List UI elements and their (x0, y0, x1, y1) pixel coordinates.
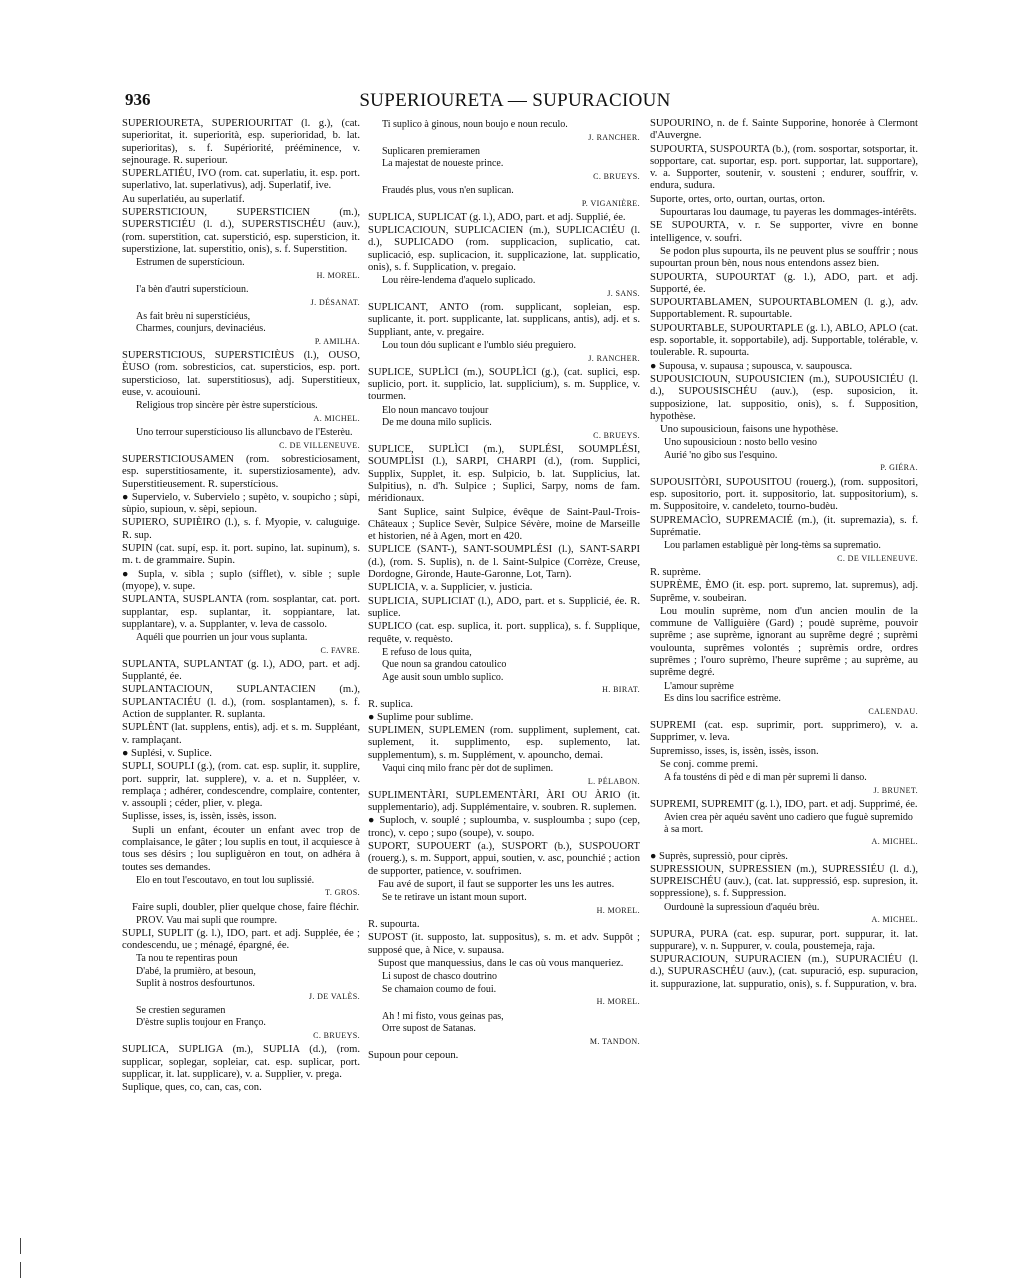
dictionary-entry: SUPLICA, SUPLICAT (g. l.), ADO, part. et adj. Supplié, ée. (368, 211, 626, 223)
quotation-line: Fraudés plus, vous n'en suplican. (382, 185, 514, 197)
dictionary-entry: SUPLICE (SANT-), SANT-SOUMPLÉSI (l.), SANT-SARPI (d.), (rom. S. Suplis), n. de l. Saint-Sulpice (Corrèze, Creuse, Dordogne, Gironde, Haute-Garonne, Lot, Tarn). (368, 544, 640, 581)
quotation-line: La majestat de noueste prince. (382, 158, 504, 170)
quotation-author: J. SANS. (607, 288, 640, 298)
dictionary-entry: ● Suplime pour sublime. (368, 711, 474, 723)
dictionary-entry: SUPREMACÌO, SUPREMACIÉ (m.), (it. supremazia), s. f. Suprématie. (650, 514, 918, 538)
quotation-line: Es dins lou sacrifice estrème. (664, 693, 781, 705)
quotation-line: Ah ! mi fisto, vous geinas pas, (382, 1010, 504, 1022)
quotation-line: Se chamaion coumo de foui. (382, 983, 497, 995)
quotation-author: H. BIRAT. (602, 685, 640, 695)
quotation-line: Charmes, counjurs, devinaciéus. (136, 323, 266, 335)
quotation-line: As fait brèu ni superstíciéus, (136, 310, 251, 322)
quotation-author: J. DÉSANAT. (310, 297, 360, 307)
dictionary-entry: SUPLICACIOUN, SUPLICACIEN (m.), SUPLICACIÉU (l. d.), SUPLICADO (rom. supplicacion, suplicatio, cat. suplicació, esp. suplicacion, it. supplicazione, lat. supplicatio, onis), s. f. Supplication, v. pregaio. (368, 225, 640, 274)
dictionary-entry: SUPLI, SOUPLI (g.), (rom. cat. esp. suplir, it. supplire, port. supprir, lat. supplere), v. a. et n. Suppléer, v. remplaça ; adhérer, condescendre, complaire, contenter, v. assoupli ; céder, plier, v. plega. (122, 761, 360, 810)
dictionary-entry: SUPOURTABLE, SUPOURTAPLE (g. l.), ABLO, APLO (cat. esp. soportable, it. sopportabile), adj. Supportable, tolérable, v. toulerable. R. supourta. (650, 322, 918, 359)
quotation-author: CALENDAU. (868, 706, 918, 716)
quotation-author: H. MOREL. (596, 997, 640, 1007)
quotation-line: Ourdounè la supressioun d'aquéu brèu. (664, 901, 820, 913)
column-left (122, 118, 360, 1095)
dictionary-entry: SUPERIOURETA, SUPERIOURITAT (l. g.), (cat. superioritat, it. superiorità, esp. superioridad, b. lat. superioritas), s. f. Supériorité, prééminence, v. sejnourage. R. superiour. (122, 118, 360, 166)
quotation-author: J. BRUNET. (873, 785, 918, 795)
quotation-line: Lou parlamen establiguè pèr long-tèms sa suprematìo. (664, 540, 881, 552)
quotation-line: Orre supost de Satanas. (382, 1023, 476, 1035)
dictionary-entry: SUPOUSITÒRI, SUPOUSITOU (rouerg.), (rom. suppositori, esp. supositorio, port. it. suppositorio, lat. suppositorium), s. m. Suppositoire, v. candeleto, tourno-budèu. (650, 476, 918, 513)
quotation-line: Vaqui cinq milo franc pèr dot de suplimen. (382, 763, 554, 775)
quotation-line: Suplicaren premieramen (382, 145, 481, 157)
usage-example: Fau avé de suport, il faut se supporter les uns les autres. (378, 878, 615, 890)
dictionary-entry: SUPLI, SUPLIT (g. l.), IDO, part. et adj. Supplée, ée ; condescendu, ue ; ménagé, épargné, ée. (122, 927, 360, 951)
quotation-line: Elo en tout l'escoutavo, en tout lou suplissié. (136, 874, 315, 886)
dictionary-entry: SUPRÈME, ÈMO (it. esp. port. supremo, lat. supremus), adj. Suprême, v. soubeiran. (650, 580, 918, 604)
usage-example: Se conj. comme premi. (660, 758, 758, 770)
dictionary-entry: ● Supousa, v. supausa ; supousca, v. saupousca. (650, 360, 853, 372)
dictionary-entry: SUPLICIA, v. a. Supplicier, v. justicia. (368, 582, 533, 594)
dictionary-entry: SUPLANTA, SUPLANTAT (g. l.), ADO, part. et adj. Supplanté, ée. (122, 658, 360, 683)
dictionary-entry: SUPLICE, SUPLÌCI (m.), SOUPLÌCI (g.), (cat. suplici, esp. suplicio, port. it. supplicio, lat. supplicium), s. m. Supplice, v. tourmen. (368, 366, 640, 403)
quotation-line: Elo noun mancavo toujour (382, 404, 489, 416)
quotation-author: J. DE VALÈS. (308, 991, 360, 1001)
quotation-line: Se crestien seguramen (136, 1004, 226, 1016)
dictionary-entry: SUPLIMEN, SUPLEMEN (rom. suppliment, suplement, cat. suplement, it. supplimento, esp. suplemento, lat. supplementum), s. m. Supplément, v. apouncho, demai. (368, 725, 640, 761)
dictionary-entry: SUPIN (cat. supí, esp. it. port. supino, lat. supinum), s. m. t. de grammaire. Supin. (122, 543, 360, 567)
dictionary-entry: Au superlatiéu, au superlatif. (122, 193, 245, 205)
usage-example: Uno supousicioun, faisons une hypothèse. (660, 424, 839, 436)
dictionary-entry: R. suplica. (368, 698, 414, 710)
quotation-line: Aurié 'no gibo sus l'esquino. (664, 449, 778, 461)
quotation-author: T. GROS. (325, 888, 360, 898)
dictionary-entry: SUPERSTICIOUN, SUPERSTICIEN (m.), SUPERSTICIÉU (l. d.), SUPERSTISCHÉU (auv.), (rom. superstition, cat. superstició, esp. supersticion, it. superstizione, lat. superstitio, onis), s. f. Superstition. (122, 207, 360, 255)
dictionary-entry: SUPLICA, SUPLIGA (m.), SUPLIA (d.), (rom. supplicar, soplegar, sopleiar, cat. esp. suplicar, port. supplicar, it. lat. supplicare), v. a. Supplier, v. prega. (122, 1044, 360, 1080)
dictionary-entry: SUPERSTICIOUS, SUPERSTICIÈUS (l.), OUSO, ÈUSO (rom. sobresticios, cat. supersticios, esp. port. supersticioso, lat. superstitiosus), adj. Superstitieux, euse, v. acouiouni. (122, 350, 360, 399)
dictionary-entry: R. supourta. (368, 919, 420, 931)
dictionary-entry: SUPLICANT, ANTO (rom. supplicant, sopleian, esp. suplicante, it. port. supplicante, lat. supplicans, antis), adj. et s. Suppliant, ante, v. pregaire. (368, 302, 640, 338)
usage-example: Se podon plus supourta, ils ne peuvent plus se souffrir ; nous supourtan proun bèn, nous nous entendons assez bien. (650, 245, 918, 270)
margin-mark (20, 1262, 21, 1278)
dictionary-entry: SUPOURTABLAMEN, SUPOURTABLOMEN (l. g.), adv. Supportablement. R. supourtable. (650, 297, 918, 321)
quotation-line: Avien crea pèr aquéu savènt uno cadiero que fuguè supremido à sa mort. (664, 812, 913, 835)
dictionary-entry: SUPIERO, SUPIÈIRO (l.), s. f. Myopie, v. caluguige. R. sup. (122, 517, 360, 541)
quotation-author: H. MOREL. (596, 905, 640, 915)
dictionary-entry: SUPOURINO, n. de f. Sainte Supporine, honorée à Clermont d'Auvergne. (650, 118, 918, 142)
quotation-line: D'èstre suplis toujour en Franço. (136, 1017, 266, 1029)
quotation-author: J. RANCHER. (588, 132, 640, 142)
quotation-line: Religious trop sincère pèr èstre superstícious. (136, 400, 318, 412)
page-header (125, 90, 905, 114)
dictionary-entry: SUPLANTACIOUN, SUPLANTACIEN (m.), SUPLANTACIÉU (l. d.), (rom. sosplantamen), s. f. Action de supplanter. R. suplanta. (122, 684, 360, 721)
quotation-line: A fa tousténs di pèd e di man pèr supremi li danso. (664, 772, 867, 784)
dictionary-entry: SUPREMI, SUPREMIT (g. l.), IDO, part. et adj. Supprimé, ée. (650, 798, 918, 810)
quotation-line: Ti suplico à ginous, noun boujo e noun reculo. (382, 119, 568, 130)
quotation-line: I'a bèn d'autri superstícioun. (136, 284, 249, 296)
dictionary-entry: SUPOST (it. supposto, lat. suppositus), s. m. et adv. Suppôt ; supposé que, à Nice, v. supausa. (368, 932, 640, 956)
quotation-author: C. BRUEYS. (313, 1030, 360, 1040)
page-number: 936 (125, 90, 151, 109)
dictionary-entry: SUPLÈNT (lat. supplens, entis), adj. et s. m. Suppléant, v. ramplaçant. (122, 722, 360, 746)
dictionary-entry: Supoun pour cepoun. (368, 1049, 459, 1061)
dictionary-entry: SUPURA, PURA (cat. esp. supurar, port. suppurar, it. lat. suppurare), v. n. Suppurer, v. coula, poustemeja, raja. (650, 928, 918, 952)
usage-example: Lou moulin suprème, nom d'un ancien moulin de la commune de Valliguière (Gard) ; poudè suprème, pouvoir suprême ; ase suprème, ignorant au suprême degré ; suprèmi voulounta, suprêmes volontés ; suprèmis ordre, ordres suprêmes ; l'ouro suprèmo, l'heure suprême ; au suprème, au suprême degré. (650, 605, 918, 679)
quotation-line: Uno supousicioun : nosto bello vesino (664, 437, 818, 449)
quotation-author: A. MICHEL. (871, 837, 918, 847)
dictionary-entry: ● Supla, v. sibla ; suplo (sifflet), v. sible ; suple (myope), v. supe. (122, 568, 360, 592)
dictionary-entry: SUPOURTA, SUPOURTAT (g. l.), ADO, part. et adj. Supporté, ée. (650, 271, 918, 295)
dictionary-entry: R. suprème. (650, 567, 701, 578)
quotation-author: L. PÉLABON. (587, 776, 640, 786)
quotation-line: De me douna milo suplìcis. (382, 417, 492, 429)
quotation-author: H. MOREL. (316, 270, 360, 280)
dictionary-entry: ● Suplési, v. Suplice. (122, 747, 212, 759)
dictionary-entry: ● Supervielo, v. Subervielo ; supèto, v. soupicho ; sùpi, sùpio, supioun, v. sèpi, sepioun. (122, 491, 360, 516)
dictionary-entry: Suplisse, isses, is, issèn, issès, isson. (122, 811, 277, 823)
quotation-author: C. BRUEYS. (593, 430, 640, 440)
dictionary-entry: SUPOUSICIOUN, SUPOUSICIEN (m.), SUPOUSICIÉU (l. d.), SUPOUSISCHÉU (auv.), (esp. suposicion, it. supposizione, lat. suppositio, onis), s. f. Supposition, hypothèse. (650, 373, 918, 422)
quotation-author: P. GIÉRA. (880, 463, 918, 473)
quotation-author: J. RANCHER. (588, 353, 640, 363)
quotation-author: P. VIGANIÈRE. (581, 198, 640, 208)
dictionary-entry: SUPURACIOUN, SUPURACIEN (m.), SUPURACIÉU (l. d.), SUPURASCHÉU (auv.), (cat. supuració, esp. supuracion, it. suppurazione, lat. suppuratio, onis), s. f. Suppuration, v. bra. (650, 954, 918, 990)
quotation-line: Lou rèire-lendema d'aquelo suplicado. (382, 275, 536, 287)
dictionary-entry: SUPLICO (cat. esp. suplica, it. port. supplica), s. f. Supplique, requête, v. requèsto. (368, 621, 640, 645)
dictionary-entry: ● Suprès, supressiò, pour ciprès. (650, 850, 788, 862)
dictionary-entry: ● Suploch, v. souplé ; suploumba, v. susploumba ; supo (cep, tronc), v. cepo ; supo (soupe), v. soupo. (368, 815, 640, 839)
dictionary-entry: SE SUPOURTA, v. r. Se supporter, vivre en bonne intelligence, v. soufri. (650, 220, 918, 244)
quotation-author: C. DE VILLENEUVE. (837, 553, 918, 563)
dictionary-entry: SUPREMI (cat. esp. suprimir, port. supprimero), v. a. Supprimer, v. leva. (650, 719, 918, 744)
quotation-line: Aquéli que pourrien un jour vous suplanta. (136, 632, 308, 644)
quotation-line: Age ausit soun umblo suplico. (382, 671, 504, 683)
dictionary-entry: SUPLICIA, SUPLICIAT (l.), ADO, part. et s. Supplicié, ée. R. suplice. (368, 595, 640, 619)
quotation-author: M. TANDON. (589, 1036, 640, 1046)
dictionary-entry: Suporte, ortes, orto, ourtan, ourtas, orton. (650, 193, 826, 205)
column-right (650, 118, 918, 992)
quotation-line: D'abé, la prumièro, at besoun, (136, 965, 256, 977)
quotation-line: L'amour suprème (664, 680, 734, 692)
dictionary-entry: SUPERLATIÉU, IVO (rom. cat. superlatiu, it. esp. port. superlativo, lat. superlativus), adj. Superlatif, ive. (122, 168, 360, 192)
quotation-author: C. FAVRE. (320, 645, 360, 655)
quotation-author: A. MICHEL. (313, 413, 360, 423)
quotation-line: E refuso de lous quita, (382, 646, 472, 658)
margin-mark (20, 1238, 21, 1254)
usage-example: Supourtaras lou daumage, tu payeras les dommages-intérêts. (660, 207, 917, 219)
quotation-author: C. BRUEYS. (593, 171, 640, 181)
dictionary-entry: SUPOURTA, SUSPOURTA (b.), (rom. sosportar, sotsportar, it. sopportare, cat. suportar, esp. port. supportar, lat. supportare), v. a. Supporter, soutenir, v. sousteni ; endurer, souffrir, v. endura, sudura. (650, 143, 918, 192)
dictionary-entry: Suplique, ques, co, can, cas, con. (122, 1082, 262, 1094)
quotation-line: Estrumen de superstícioun. (136, 257, 245, 269)
quotation-author: A. MICHEL. (871, 915, 918, 925)
usage-example: Supli un enfant, écouter un enfant avec trop de complaisance, le gâter ; lou suplis en tout, il acquiesce à tous ses désirs ; lou supliguèron en tout, on adhéra à toutes ses demandes. (122, 824, 360, 873)
quotation-line: Suplit à nostros desfourtunos. (136, 978, 255, 990)
dictionary-entry: SUPLANTA, SUSPLANTA (rom. sosplantar, cat. port. supplantar, esp. suplantar, it. soppiantare, lat. supplantare), v. a. Supplanter, v. leva de cassolo. (122, 594, 360, 630)
dictionary-entry: SUPLIMENTÀRI, SUPLEMENTÀRI, ÀRI OU ÀRIO (it. supplementario), adj. Supplémentaire, v. soubren. R. suplemen. (368, 789, 640, 814)
quotation-author: C. DE VILLENEUVE. (279, 440, 360, 450)
quotation-line: Uno terrour superstíciouso lis alluncbavo de l'Esterèu. (136, 427, 353, 439)
quotation-line: Li supost de chasco doutrino (382, 971, 497, 983)
usage-example: Sant Suplice, saint Sulpice, évêque de Saint-Paul-Trois-Châteaux ; Suplice Sevèr, Sulpice Sévère, moine de Marseille et historien, né à Agen, mort en 420. (368, 506, 640, 543)
dictionary-entry: SUPLICE, SUPLÌCI (m.), SUPLÉSI, SOUMPLÉSI, SOUMPLÌSI (l.), SARPI, CHARPI (d.), (rom. Supplici, Supplix, Supplet, it. esp. Sulpicio, b. lat. Supplicius, lat. Sulpitius), n. d'h. Sulpice ; Suplici, Sarpy, noms de fam. méridionaux. (368, 444, 640, 505)
usage-example: Faire supli, doubler, plier quelque chose, faire fléchir. (132, 901, 359, 913)
quotation-line: Lou toun dóu suplicant e l'umblo siéu preguiero. (382, 340, 576, 352)
quotation-line: PROV. Vau mai supli que roumpre. (136, 915, 278, 927)
column-middle (368, 118, 640, 1063)
dictionary-entry: Supremisso, isses, is, issèn, issès, isson. (650, 745, 819, 757)
usage-example: Supost que manquessius, dans le cas où vous manqueriez. (378, 957, 624, 969)
dictionary-entry: SUPRESSIOUN, SUPRESSIEN (m.), SUPRESSIÉU (l. d.), SUPREISCHÉU (auv.), (cat. lat. suppressió, esp. supresion, it. soppressione), s. f. Suppression. (650, 863, 918, 900)
dictionary-entry: SUPORT, SUPOUERT (a.), SUSPORT (b.), SUSPOUORT (rouerg.), s. m. Support, appui, soutien, v. asc, pounchié ; action de supporter, patience, v. soufrimen. (368, 841, 640, 877)
quotation-line: Ta nou te repentiras poun (136, 953, 238, 965)
quotation-line: Se te retirave un istant moun suport. (382, 892, 527, 904)
dictionary-entry: SUPERSTICIOUSAMEN (rom. sobresticiosament, esp. superstitiosamente, it. superstiziosamente), adv. Superstitieusement. R. superstícious. (122, 453, 360, 490)
quotation-author: P. AMILHA. (314, 336, 360, 346)
running-title: SUPERIOURETA — SUPURACIOUN (359, 90, 671, 111)
quotation-line: Que noun sa grandou catoulico (382, 659, 507, 671)
